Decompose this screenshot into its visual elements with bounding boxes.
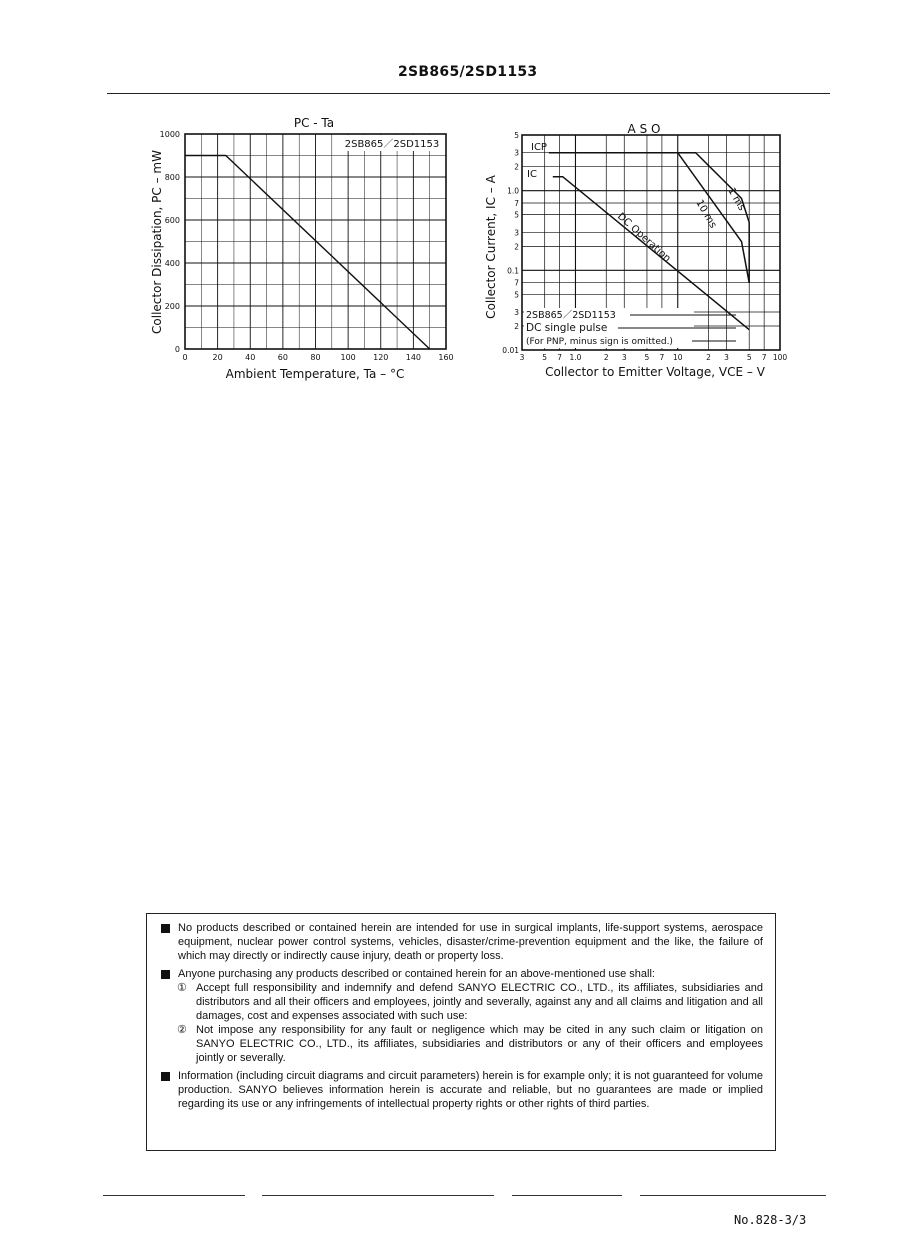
aso-x-axis-label: Collector to Emitter Voltage, VCE – V [545, 365, 765, 379]
bullet-square-icon [161, 970, 170, 979]
x-tick-label: 5 [644, 353, 650, 362]
y-tick-label: 0 [174, 345, 180, 354]
x-tick-label: 100 [772, 353, 788, 362]
footer-rule [262, 1195, 494, 1196]
x-tick-label: 3 [724, 353, 729, 362]
y-tick-label: 400 [164, 259, 180, 268]
x-tick-label: 2 [603, 353, 609, 362]
footer-rule [640, 1195, 826, 1196]
pc-ta-y-axis-label: Collector Dissipation, PC – mW [150, 150, 164, 334]
y-tick-label: 5 [514, 210, 519, 220]
y-tick-label: 200 [164, 302, 180, 311]
y-tick-label: 600 [164, 216, 180, 225]
pc-ta-chart [140, 110, 460, 390]
pc-ta-title: PC - Ta [293, 116, 335, 130]
x-tick-label: 0 [182, 353, 188, 362]
aso-annotation-10ms: 10 ms [693, 198, 719, 231]
x-tick-label: 80 [310, 353, 321, 362]
x-tick-label: 40 [245, 353, 256, 362]
aso-annotation-dc-operation: DC Operation [614, 211, 673, 265]
x-tick-label: 60 [277, 353, 288, 362]
aso-annotation-dc-single-pulse: DC single pulse [526, 322, 608, 334]
y-tick-label: 7 [514, 199, 519, 209]
pc-ta-x-ticks [182, 353, 453, 362]
notice-paragraph-3: Information (including circuit diagrams and circuit parameters) herein is for example only; it is not guaranteed for volume production. SANYO believes information herein is accurate and reliable, but no guarantees are made or implied regarding its use or any infringements of intellectual property rights or other rights of third parties. [161, 1069, 763, 1111]
pc-ta-inset-label: 2SB865／2SD1153 [344, 139, 440, 150]
pc-ta-derating-line [185, 156, 430, 350]
bullet-square-icon [161, 1072, 170, 1081]
aso-title: A S O [627, 122, 661, 136]
disclaimer-notice [146, 913, 776, 1151]
notice-paragraph-2: Anyone purchasing any products described or contained herein for an above-mentioned use shall: [161, 967, 763, 981]
x-tick-label: 140 [405, 353, 422, 362]
y-tick-label: 3 [514, 228, 519, 238]
pc-ta-x-axis-label: Ambient Temperature, Ta – °C [225, 367, 405, 381]
aso-y-axis-label: Collector Current, IC – A [484, 175, 498, 319]
aso-annotation-pnp-note: (For PNP, minus sign is omitted.) [526, 337, 673, 347]
aso-series-line [549, 153, 749, 283]
y-tick-label: 0.1 [507, 266, 519, 276]
x-tick-label: 3 [621, 353, 627, 362]
aso-series-line [549, 153, 749, 283]
circled-one-marker: ① [177, 982, 187, 994]
x-tick-label: 7 [557, 353, 563, 362]
bullet-square-icon [161, 924, 170, 933]
y-tick-label: 5 [514, 131, 519, 140]
aso-annotation-1ms: 1 ms [725, 186, 748, 213]
y-tick-label: 3 [514, 148, 519, 158]
y-tick-label: 0.01 [502, 346, 519, 355]
x-tick-label: 7 [761, 353, 767, 362]
y-tick-label: 2 [514, 242, 519, 252]
notice-subitem-2: ② Not impose any responsibility for any fault or negligence which may be cited in any such claim or litigation on SANYO ELECTRIC CO., LTD., its affiliates, subsidiaries and distributors or any of their officers and employees jointly or severally. [177, 1024, 763, 1064]
circled-two-marker: ② [177, 1024, 187, 1036]
y-tick-label: 800 [164, 173, 180, 182]
x-tick-label: 100 [340, 353, 356, 362]
notice-subitem-1: ① Accept full responsibility and indemnify and defend SANYO ELECTRIC CO., LTD., its affiliates, subsidiaries and distributors and all their officers and employees, jointly and severally, against any and all claims and litigation and all damages, cost and expenses associated with such use: [177, 982, 763, 1022]
aso-annotation-icp: ICP [531, 142, 547, 153]
aso-x-ticks [520, 353, 788, 362]
x-tick-label: 2 [706, 353, 711, 362]
x-tick-label: 120 [373, 353, 389, 362]
y-tick-label: 7 [514, 278, 519, 288]
x-tick-label: 10 [672, 353, 683, 362]
y-tick-label: 3 [514, 307, 519, 317]
footer-rule [103, 1195, 245, 1196]
x-tick-label: 5 [542, 353, 548, 362]
y-tick-label: 1.0 [507, 186, 519, 196]
x-tick-label: 7 [659, 353, 665, 362]
aso-chart [478, 110, 808, 390]
x-tick-label: 1.0 [569, 353, 582, 362]
aso-y-ticks [502, 131, 519, 355]
page-number: No.828-3/3 [734, 1213, 807, 1227]
x-tick-label: 5 [746, 353, 752, 362]
x-tick-label: 3 [519, 353, 525, 362]
header-rule [107, 93, 830, 94]
y-tick-label: 5 [514, 290, 519, 300]
x-tick-label: 20 [212, 353, 223, 362]
document-title: 2SB865/2SD1153 [398, 64, 538, 80]
aso-annotation-ic: IC [527, 169, 537, 180]
notice-paragraph-1: No products described or contained herein are intended for use in surgical implants, life-support systems, aerospace equipment, nuclear power control systems, vehicles, disaster/crime-prevention equipment and the like, the failure of which may directly or indirectly cause injury, death or property loss. [161, 921, 763, 963]
footer-rule [512, 1195, 622, 1196]
y-tick-label: 2 [514, 322, 519, 332]
x-tick-label: 160 [438, 353, 454, 362]
y-tick-label: 2 [514, 162, 519, 172]
aso-series-line [553, 177, 749, 330]
aso-annotation-part-number: 2SB865／2SD1153 [526, 310, 616, 321]
y-tick-label: 1000 [159, 130, 180, 139]
